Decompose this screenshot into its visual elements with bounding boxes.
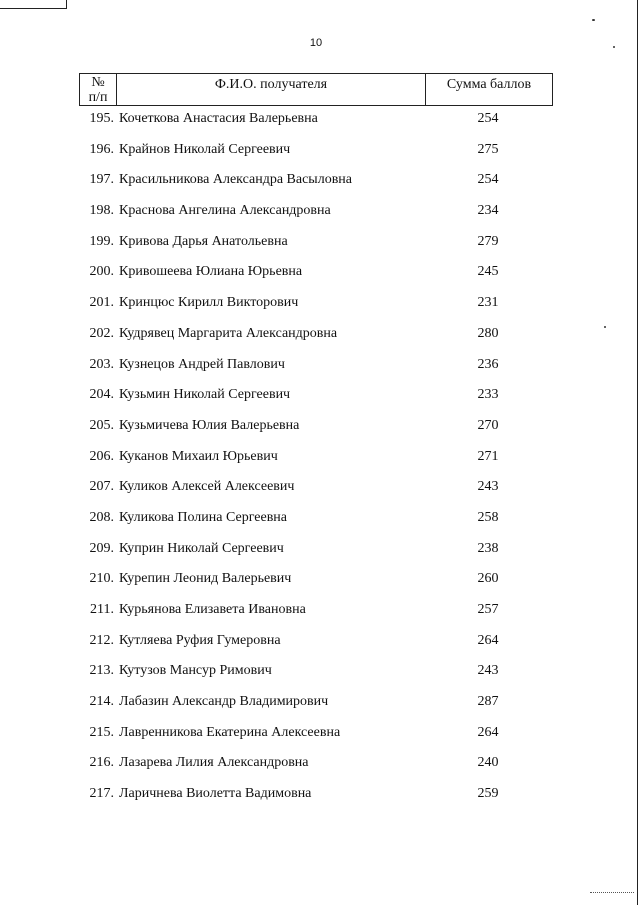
table-row — [0, 509, 640, 540]
row-name: Кривошеева Юлиана Юрьевна — [119, 264, 303, 280]
scan-bottom-dots — [590, 892, 634, 893]
row-name: Краснова Ангелина Александровна — [119, 203, 331, 219]
row-name: Красильникова Александра Васыловна — [119, 172, 353, 188]
table-row — [0, 356, 640, 387]
table-row — [0, 570, 640, 601]
row-number: 207. — [89, 479, 114, 495]
table-row — [0, 601, 640, 632]
header-number-abbr: п/п — [88, 90, 108, 105]
row-name: Курьянова Елизавета Ивановна — [119, 602, 306, 617]
row-number: 216. — [89, 755, 114, 771]
header-number-symbol: № — [91, 75, 105, 90]
table-row — [0, 448, 640, 479]
row-name: Кутузов Мансур Римович — [119, 663, 272, 679]
row-score: 238 — [477, 540, 499, 556]
row-number: 217. — [89, 786, 114, 802]
row-number: 202. — [89, 325, 114, 341]
row-score: 279 — [477, 233, 499, 249]
table-row — [0, 294, 640, 325]
table-row — [0, 693, 640, 724]
row-score: 287 — [477, 694, 499, 710]
table-row — [0, 202, 640, 233]
row-score: 234 — [477, 203, 499, 219]
table-row — [0, 263, 640, 294]
row-score: 254 — [477, 172, 499, 188]
table-body — [0, 110, 640, 816]
row-name: Кузнецов Андрей Павлович — [119, 356, 285, 372]
row-name: Кривова Дарья Анатольевна — [119, 233, 288, 249]
header-name-label: Ф.И.О. получателя — [214, 77, 328, 92]
row-number: 201. — [89, 295, 114, 311]
table-row — [0, 754, 640, 785]
table-row — [0, 662, 640, 693]
row-name: Ларичнева Виолетта Вадимовна — [119, 786, 312, 802]
row-name: Кочеткова Анастасия Валерьевна — [119, 111, 318, 126]
row-score: 240 — [477, 755, 499, 771]
row-name: Лабазин Александр Владимирович — [119, 694, 329, 710]
table-row — [0, 386, 640, 417]
row-name: Куликов Алексей Алексеевич — [119, 479, 295, 495]
row-score: 245 — [477, 264, 499, 280]
row-number: 200. — [89, 264, 114, 280]
table-row — [0, 417, 640, 448]
row-name: Кринцюс Кирилл Викторович — [119, 295, 299, 311]
row-score: 280 — [477, 325, 499, 341]
table-row — [0, 325, 640, 356]
row-number: 212. — [89, 632, 114, 648]
row-name: Лавренникова Екатерина Алексеевна — [119, 724, 341, 740]
row-score: 260 — [477, 571, 499, 587]
row-number: 208. — [89, 509, 114, 525]
row-name: Курепин Леонид Валерьевич — [119, 571, 292, 587]
table-row — [0, 724, 640, 755]
row-name: Куприн Николай Сергеевич — [119, 540, 284, 556]
row-score: 233 — [477, 387, 499, 403]
row-score: 257 — [477, 602, 499, 617]
table-row — [0, 785, 640, 816]
scan-speck — [592, 19, 595, 21]
row-score: 259 — [477, 786, 499, 802]
row-number: 196. — [89, 141, 114, 157]
row-name: Кузьмичева Юлия Валерьевна — [119, 417, 300, 433]
row-score: 236 — [477, 356, 499, 372]
row-name: Кутляева Руфия Гумеровна — [119, 632, 281, 648]
row-score: 243 — [477, 663, 499, 679]
row-score: 243 — [477, 479, 499, 495]
row-number: 197. — [89, 172, 114, 188]
row-score: 275 — [477, 141, 499, 157]
table-row — [0, 141, 640, 172]
row-score: 254 — [477, 111, 499, 126]
row-number: 211. — [90, 602, 114, 617]
table-header — [79, 73, 553, 106]
table-row — [0, 233, 640, 264]
row-number: 205. — [89, 417, 114, 433]
table-row — [0, 171, 640, 202]
row-number: 214. — [89, 694, 114, 710]
row-number: 209. — [89, 540, 114, 556]
table-row — [0, 540, 640, 571]
header-score-cell — [426, 74, 552, 105]
scan-corner-mark — [0, 0, 67, 9]
page-number: 10 — [309, 37, 323, 49]
row-name: Куликова Полина Сергеевна — [119, 509, 288, 525]
table-row — [0, 632, 640, 663]
row-name: Кудрявец Маргарита Александровна — [119, 325, 338, 341]
row-number: 195. — [89, 111, 114, 126]
row-name: Крайнов Николай Сергеевич — [119, 141, 291, 157]
row-number: 204. — [89, 387, 114, 403]
row-number: 198. — [89, 203, 114, 219]
table-row — [0, 110, 640, 141]
row-score: 271 — [477, 448, 499, 464]
row-name: Кузьмин Николай Сергеевич — [119, 387, 291, 403]
row-number: 210. — [89, 571, 114, 587]
row-number: 199. — [89, 233, 114, 249]
row-score: 264 — [477, 632, 499, 648]
header-number-cell — [80, 74, 117, 105]
row-number: 213. — [89, 663, 114, 679]
row-score: 231 — [477, 295, 499, 311]
row-score: 258 — [477, 509, 499, 525]
header-name-cell — [117, 74, 426, 105]
row-score: 270 — [477, 417, 499, 433]
row-score: 264 — [477, 724, 499, 740]
row-number: 206. — [89, 448, 114, 464]
row-number: 203. — [89, 356, 114, 372]
row-number: 215. — [89, 724, 114, 740]
header-score-label: Сумма баллов — [446, 77, 532, 92]
table-row — [0, 478, 640, 509]
row-name: Лазарева Лилия Александровна — [119, 755, 309, 771]
row-name: Куканов Михаил Юрьевич — [119, 448, 278, 464]
